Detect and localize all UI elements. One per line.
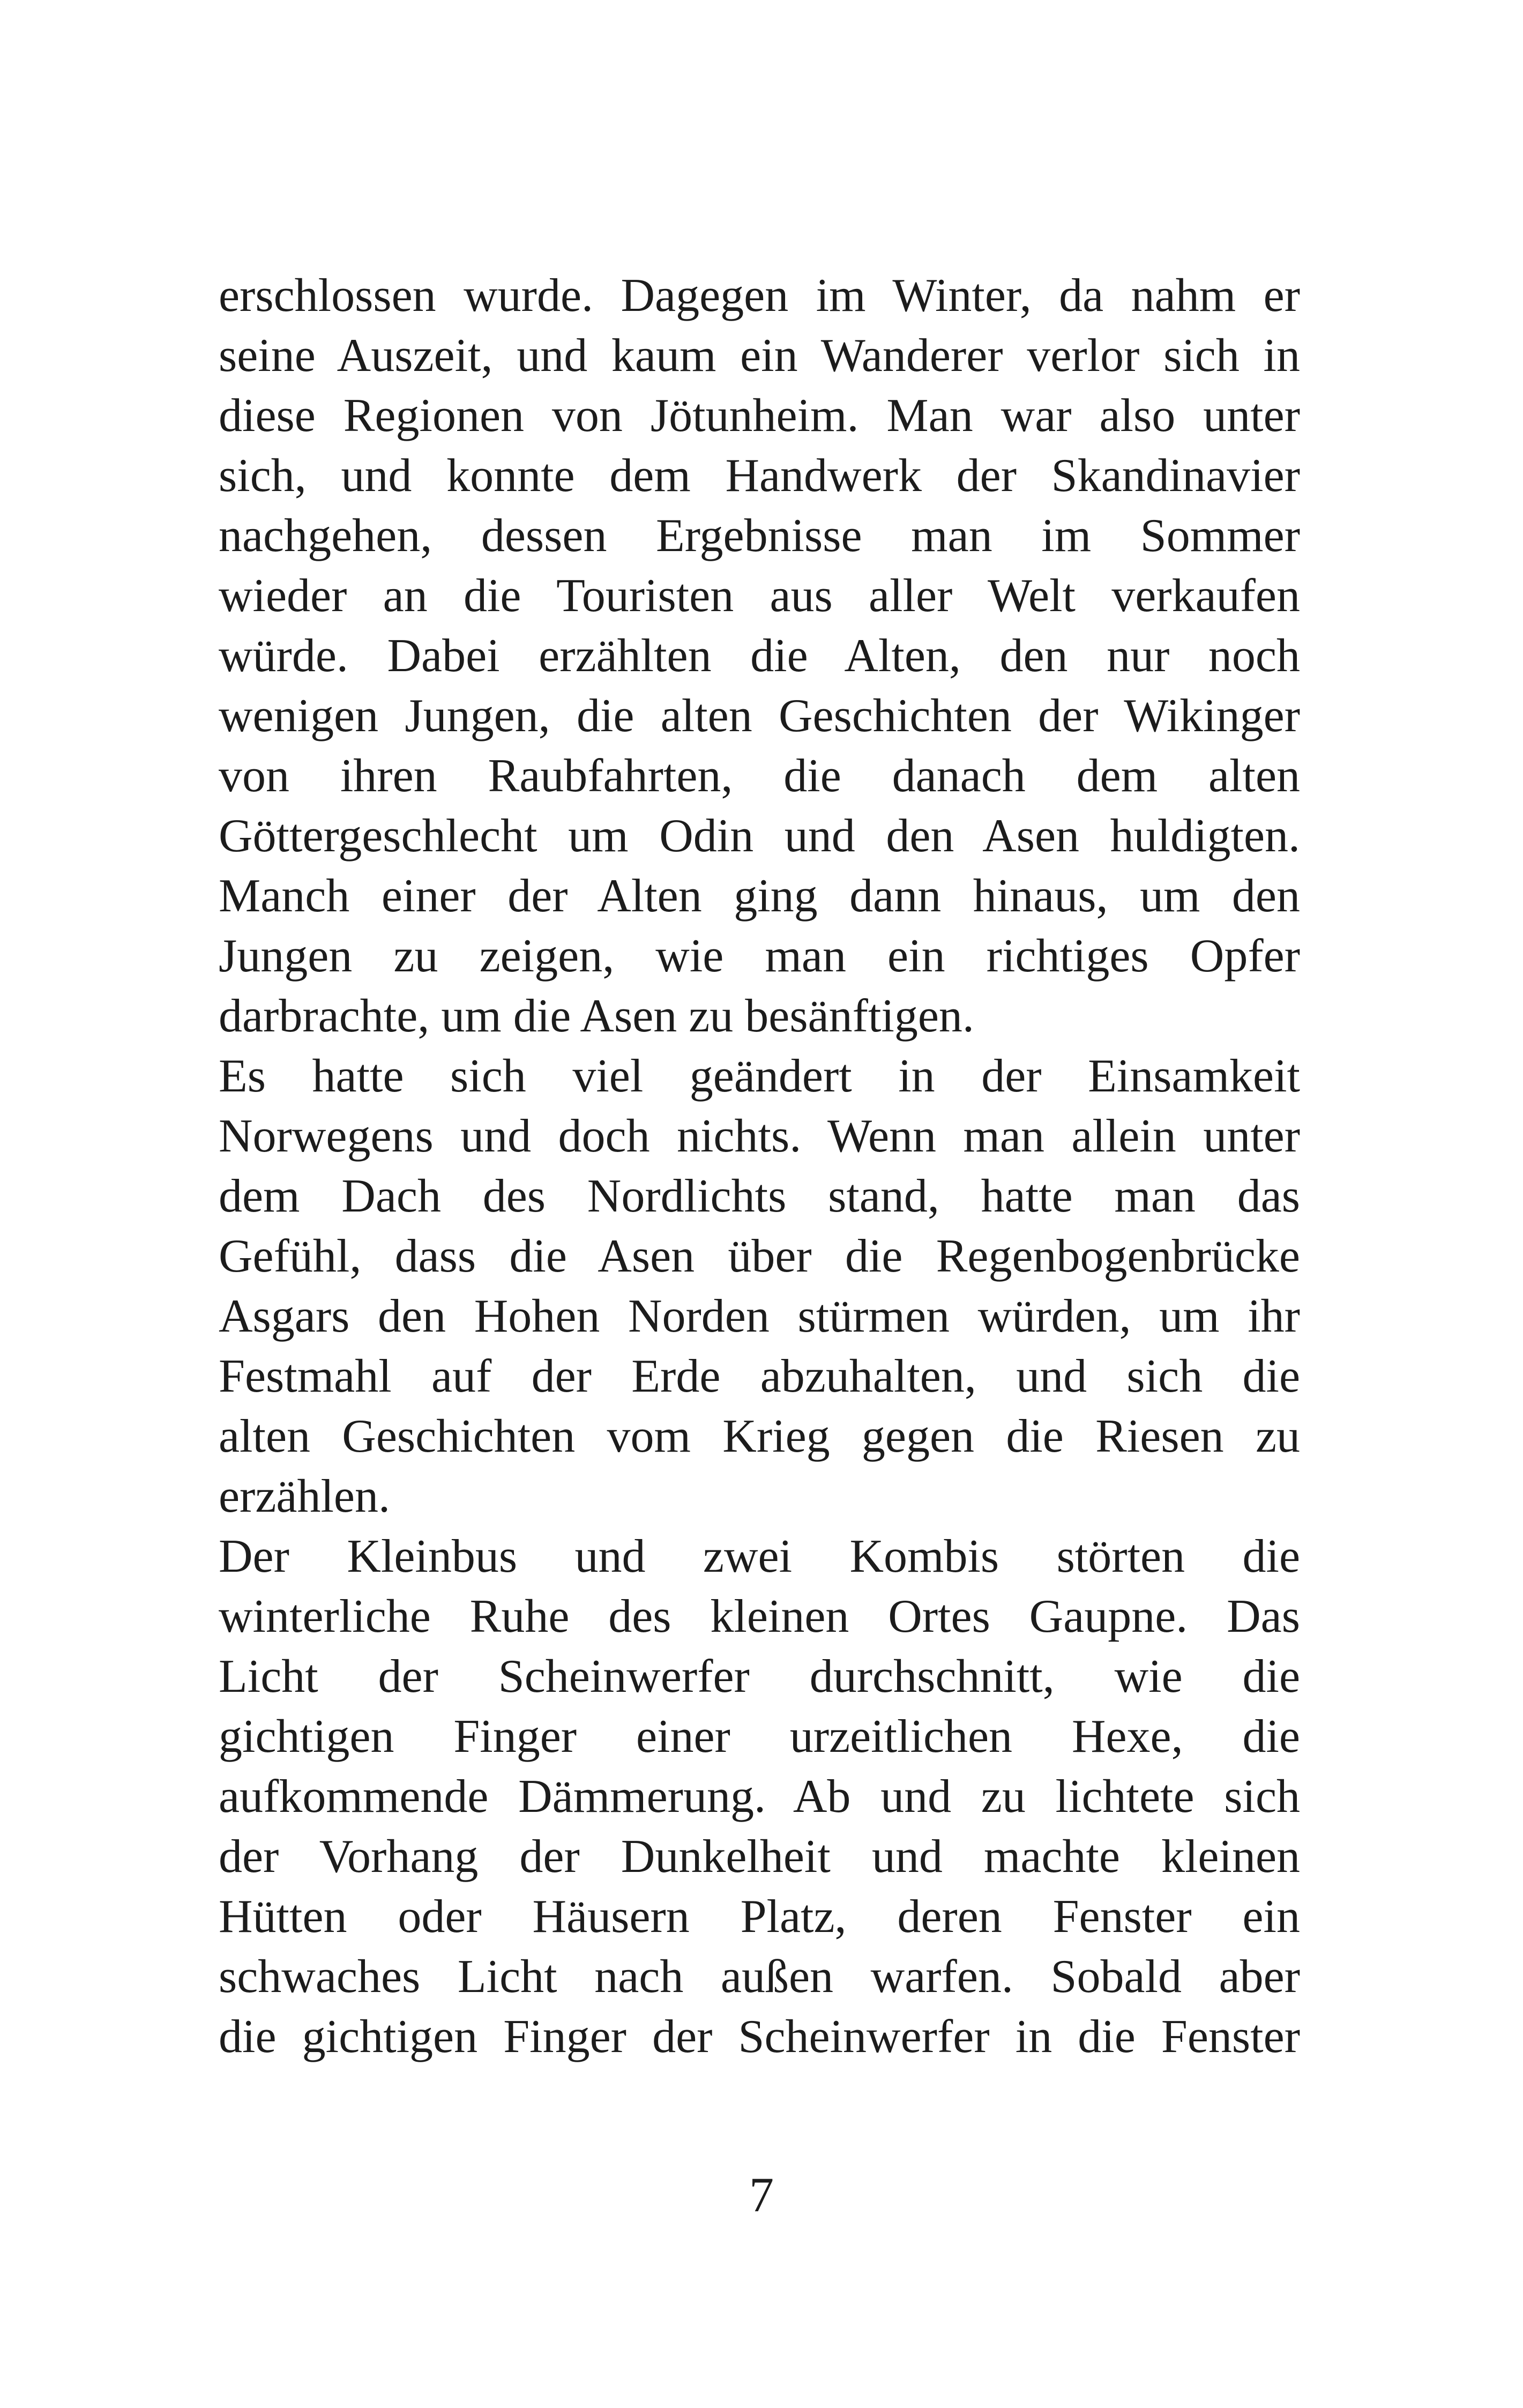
paragraph: [219, 266, 1300, 1046]
text-line: dem Dach des Nordlichts stand, hatte man das: [219, 1170, 1300, 1222]
page-number: 7: [749, 2167, 774, 2222]
text-line: schwaches Licht nach außen warfen. Sobald aber: [219, 1951, 1300, 2003]
text-line: gichtigen Finger einer urzeitlichen Hexe, die: [219, 1711, 1300, 1763]
text-line: der Vorhang der Dunkelheit und machte kleinen: [219, 1831, 1300, 1883]
text-line: Der Kleinbus und zwei Kombis störten die: [219, 1530, 1300, 1582]
text-line: Jungen zu zeigen, wie man ein richtiges Opfer: [219, 930, 1300, 982]
text-line: erschlossen wurde. Dagegen im Winter, da nahm er: [219, 270, 1300, 322]
text-line: winterliche Ruhe des kleinen Ortes Gaupne. Das: [219, 1591, 1300, 1643]
text-line: Gefühl, dass die Asen über die Regenbogenbrücke: [219, 1230, 1300, 1282]
text-line: wieder an die Touristen aus aller Welt verkaufen: [219, 570, 1300, 622]
text-line: Asgars den Hohen Norden stürmen würden, um ihr: [219, 1290, 1300, 1342]
text-line: Hütten oder Häusern Platz, deren Fenster ein: [219, 1891, 1300, 1943]
text-line: Licht der Scheinwerfer durchschnitt, wie die: [219, 1651, 1300, 1703]
text-line: aufkommende Dämmerung. Ab und zu lichtete sich: [219, 1771, 1300, 1823]
text-line: sich, und konnte dem Handwerk der Skandinavier: [219, 450, 1300, 502]
text-line: diese Regionen von Jötunheim. Man war also unter: [219, 390, 1300, 442]
text-line: erzählen.: [219, 1470, 390, 1522]
text-line: Festmahl auf der Erde abzuhalten, und sich die: [219, 1350, 1300, 1402]
text-line: darbrachte, um die Asen zu besänftigen.: [219, 990, 974, 1042]
body-text: [219, 266, 1300, 2067]
text-line: von ihren Raubfahrten, die danach dem alten: [219, 750, 1300, 802]
text-line: seine Auszeit, und kaum ein Wanderer verlor sich in: [219, 330, 1300, 382]
paragraph: [219, 1527, 1300, 2067]
text-line: alten Geschichten vom Krieg gegen die Riesen zu: [219, 1410, 1300, 1462]
text-line: Norwegens und doch nichts. Wenn man allein unter: [219, 1110, 1300, 1162]
text-line: Göttergeschlecht um Odin und den Asen huldigten.: [219, 810, 1300, 862]
text-line: nachgehen, dessen Ergebnisse man im Sommer: [219, 510, 1300, 562]
text-line: wenigen Jungen, die alten Geschichten der Wikinger: [219, 690, 1300, 742]
text-line: Manch einer der Alten ging dann hinaus, um den: [219, 870, 1300, 922]
text-line: würde. Dabei erzählten die Alten, den nur noch: [219, 630, 1300, 682]
paragraph: [219, 1046, 1300, 1527]
text-line: Es hatte sich viel geändert in der Einsamkeit: [219, 1050, 1300, 1102]
text-line: die gichtigen Finger der Scheinwerfer in die Fenster: [219, 2011, 1300, 2063]
